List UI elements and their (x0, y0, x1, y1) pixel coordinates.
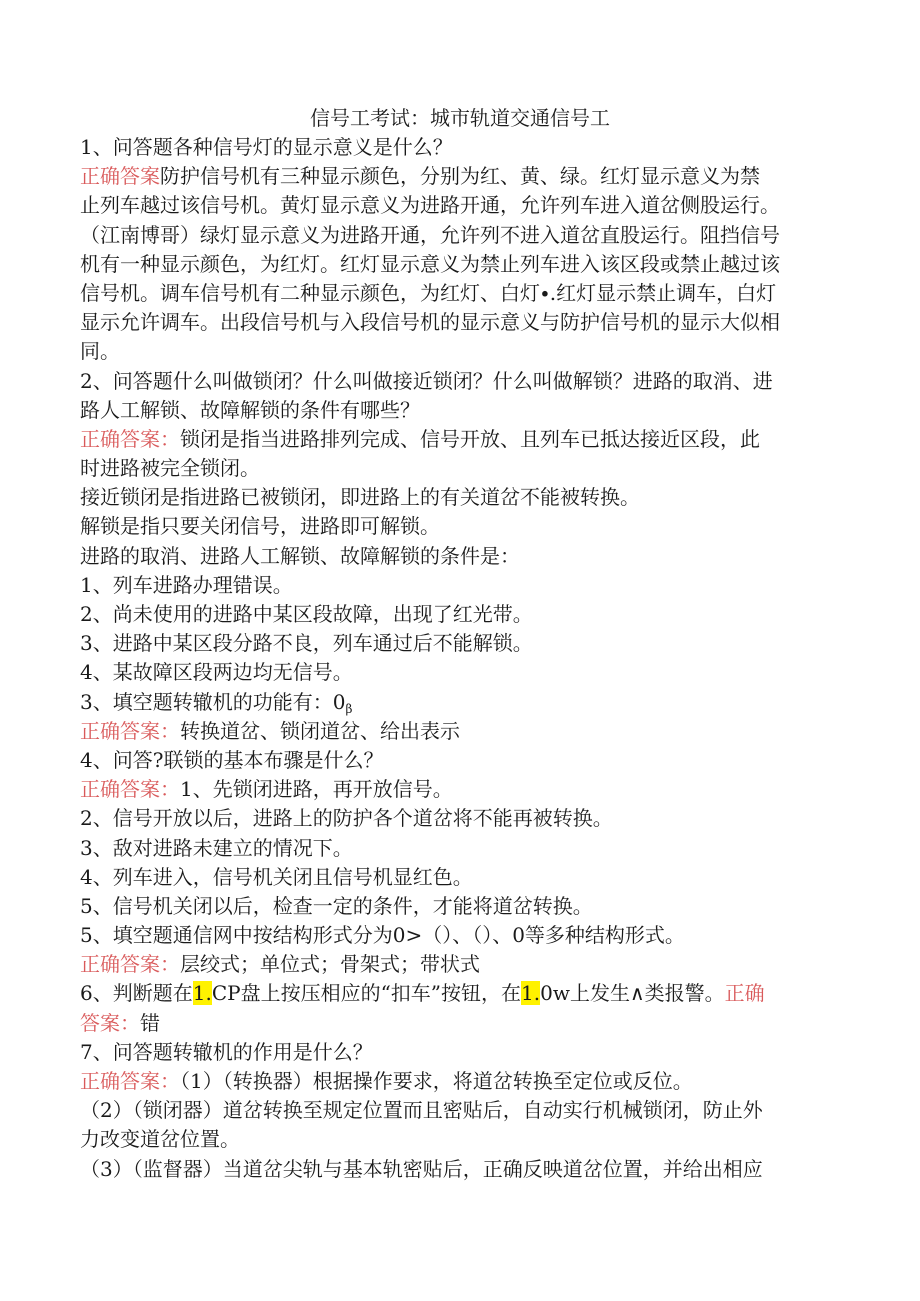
answer-2-line-6: 1、列车进路办理错误。 (80, 572, 293, 597)
answer-1-line-5: 信号机。调车信号机有二种显示颜色，为红灯、白灯∙.红灯显示禁止调车，白灯 (80, 280, 777, 305)
answer-2-line-5: 进路的取消、进路人工解锁、故障解锁的条件是： (80, 543, 520, 568)
answer-4-line-4: 4、列车进入，信号机关闭且信号机显红色。 (80, 864, 473, 889)
question-6: 6、判断题在1.CP盘上按压相应的“扣车”按钮，在1.0w上发生∧类报警。正确 (80, 981, 765, 1006)
question-4: 4、问答?联锁的基本布骤是什么？ (80, 747, 384, 772)
question-3-subscript: β (345, 701, 353, 716)
answer-7-line-1: 正确答案：（1）（转换器）根据操作要求，将道岔转换至定位或反位。 (80, 1069, 693, 1093)
answer-label: 正确答案： (80, 777, 180, 802)
answer-label: 正确答案 (80, 164, 160, 189)
question-2-line-1: 2、问答题什么叫做锁闭？什么叫做接近锁闭？什么叫做解锁？进路的取消、进 (80, 368, 773, 393)
answer-4-line-3: 3、敌对进路未建立的情况下。 (80, 835, 353, 860)
answer-4-line-1: 正确答案：1、先锁闭进路，再开放信号。 (80, 777, 453, 802)
answer-5: 正确答案：层绞式；单位式；骨架式；带状式 (80, 952, 480, 977)
answer-1-line-2: 止列车越过该信号机。黄灯显示意义为进路开通，允许列车进入道岔侧股运行。 (80, 193, 780, 218)
answer-label: 正确答案： (80, 952, 180, 977)
answer-1-line-7: 同。 (80, 339, 120, 364)
page-title: 信号工考试：城市轨道交通信号工 (310, 106, 610, 130)
answer-6: 答案：错 (80, 1010, 160, 1035)
question-7: 7、问答题转辙机的作用是什么？ (80, 1039, 373, 1064)
question-1: 1、问答题各种信号灯的显示意义是什么？ (80, 135, 453, 159)
answer-1-line-3: （江南博哥）绿灯显示意义为进路开通，允许列不进入道岔直股运行。阻挡信号 (80, 222, 780, 247)
answer-label: 正确答案： (80, 1069, 180, 1093)
answer-2-line-7: 2、尚未使用的进路中某区段故障，出现了红光带。 (80, 602, 533, 626)
answer-7-line-3: 力改变道岔位置。 (80, 1127, 240, 1152)
answer-4-line-5: 5、信号机关闭以后，检查一定的条件，才能将道岔转换。 (80, 893, 593, 918)
answer-7-line-2: （2）（锁闭器）道岔转换至规定位置而且密贴后，自动实行机械锁闭，防止外 (80, 1098, 763, 1123)
answer-1-line-1: 正确答案防护信号机有三种显示颜色，分别为红、黄、绿。红灯显示意义为禁 (80, 164, 760, 189)
answer-2-line-4: 解锁是指只要关闭信号，进路即可解锁。 (80, 514, 440, 539)
answer-1-line-4: 机有一种显示颜色，为红灯。红灯显示意义为禁止列车进入该区段或禁止越过该 (80, 251, 780, 276)
answer-label: 正确答案： (80, 718, 180, 743)
highlight-mark: 1. (521, 981, 541, 1006)
answer-2-line-9: 4、某故障区段两边均无信号。 (80, 660, 353, 685)
document-page (80, 104, 840, 1184)
question-3: 3、填空题转辙机的功能有：$0_\beta$ (80, 689, 353, 716)
highlight-mark: 1. (192, 981, 212, 1006)
answer-2-line-8: 3、进路中某区段分路不良，列车通过后不能解锁。 (80, 631, 533, 656)
answer-2-line-1: 正确答案：锁闭是指当进路排列完成、信号开放、且列车已抵达接近区段，此 (80, 426, 760, 451)
answer-label-part: 答案： (80, 1010, 140, 1035)
answer-label: 正确答案： (80, 426, 180, 451)
question-5: 5、填空题通信网中按结构形式分为0>（）、（）、0等多种结构形式。 (80, 923, 685, 948)
answer-4-line-2: 2、信号开放以后，进路上的防护各个道岔将不能再被转换。 (80, 806, 613, 831)
answer-2-line-3: 接近锁闭是指进路已被锁闭，即进路上的有关道岔不能被转换。 (80, 485, 640, 510)
answer-7-line-4: （3）（监督器）当道岔尖轨与基本轨密贴后，正确反映道岔位置，并给出相应 (80, 1156, 763, 1181)
answer-1-line-6: 显示允许调车。出段信号机与入段信号机的显示意义与防护信号机的显示大似相 (80, 310, 780, 335)
answer-label-part: 正确 (724, 981, 765, 1006)
question-2-line-2: 路人工解锁、故障解锁的条件有哪些？ (80, 397, 420, 422)
answer-2-line-2: 时进路被完全锁闭。 (80, 456, 260, 481)
answer-3: 正确答案：转换道岔、锁闭道岔、给出表示 (80, 718, 460, 743)
